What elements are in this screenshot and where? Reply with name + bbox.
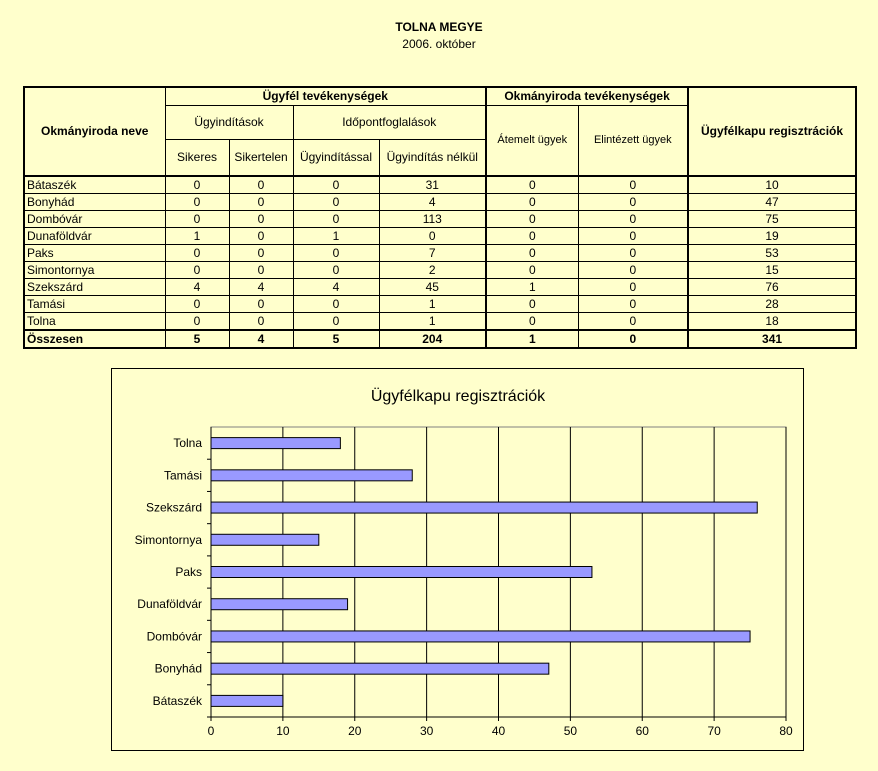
sikertelen-cell: 4 — [229, 279, 293, 296]
x-tick-label: 20 — [348, 724, 362, 738]
ugyinditas-nelkul-cell: 45 — [379, 279, 486, 296]
table-row — [24, 228, 856, 245]
header-successful: Sikeres — [165, 140, 229, 177]
office-name-cell: Tamási — [24, 296, 165, 313]
bar — [211, 567, 592, 578]
bar — [211, 502, 757, 513]
y-tick-label: Paks — [175, 565, 202, 579]
header-client-activities: Ügyfél tevékenységek — [165, 87, 486, 106]
elintezett-cell: 0 — [578, 330, 688, 348]
elintezett-cell: 0 — [578, 245, 688, 262]
table-row — [24, 313, 856, 331]
elintezett-cell: 0 — [578, 262, 688, 279]
sikeres-cell: 0 — [165, 296, 229, 313]
x-tick-label: 10 — [276, 724, 290, 738]
sikertelen-cell: 0 — [229, 313, 293, 331]
elintezett-cell: 0 — [578, 194, 688, 211]
atemelt-cell: 0 — [486, 313, 578, 331]
sikertelen-cell: 0 — [229, 245, 293, 262]
office-name-cell: Tolna — [24, 313, 165, 331]
office-name-cell: Bonyhád — [24, 194, 165, 211]
ugyinditassal-cell: 0 — [293, 176, 379, 194]
y-tick-label: Bonyhád — [154, 661, 202, 676]
header-without-case: Ügyindítás nélkül — [379, 140, 486, 177]
header-registrations: Ügyfélkapu regisztrációk — [688, 87, 856, 176]
ugyinditassal-cell: 0 — [293, 262, 379, 279]
office-name-cell: Bátaszék — [24, 176, 165, 194]
elintezett-cell: 0 — [578, 211, 688, 228]
atemelt-cell: 0 — [486, 262, 578, 279]
chart-title: Ügyfélkapu regisztrációk — [370, 388, 546, 405]
regisztraciok-cell: 15 — [688, 262, 856, 279]
sikertelen-cell: 4 — [229, 330, 293, 348]
regisztraciok-cell: 76 — [688, 279, 856, 296]
x-tick-label: 50 — [563, 724, 578, 738]
chart-area — [111, 368, 804, 751]
y-tick-label: Dunaföldvár — [137, 597, 202, 612]
header-unsuccessful: Sikertelen — [229, 140, 293, 177]
sikeres-cell: 0 — [165, 176, 229, 194]
header-case-initiations: Ügyindítások — [165, 106, 293, 140]
sikertelen-cell: 0 — [229, 262, 293, 279]
regisztraciok-cell: 10 — [688, 176, 856, 194]
regisztraciok-cell: 341 — [688, 330, 856, 348]
bar — [211, 534, 319, 545]
ugyinditas-nelkul-cell: 31 — [379, 176, 486, 194]
office-name-cell: Simontornya — [24, 262, 165, 279]
atemelt-cell: 0 — [486, 245, 578, 262]
table-row — [24, 211, 856, 228]
bar — [211, 470, 412, 481]
header-office-activities: Okmányiroda tevékenységek — [486, 87, 688, 106]
regisztraciok-cell: 47 — [688, 194, 856, 211]
sikeres-cell: 0 — [165, 211, 229, 228]
atemelt-cell: 1 — [486, 279, 578, 296]
atemelt-cell: 0 — [486, 296, 578, 313]
y-tick-label: Tolna — [173, 436, 202, 451]
table-total-row — [24, 330, 856, 348]
x-tick-label: 0 — [207, 724, 215, 738]
page-title: TOLNA MEGYE — [395, 20, 483, 34]
table-row — [24, 194, 856, 211]
table-row — [24, 262, 856, 279]
sikeres-cell: 0 — [165, 194, 229, 211]
header-office-name: Okmányiroda neve — [24, 87, 165, 176]
atemelt-cell: 0 — [486, 228, 578, 245]
header-with-case: Ügyindítással — [293, 140, 379, 177]
sikertelen-cell: 0 — [229, 228, 293, 245]
header-transferred: Átemelt ügyek — [486, 106, 578, 177]
sikertelen-cell: 0 — [229, 211, 293, 228]
ugyinditas-nelkul-cell: 204 — [379, 330, 486, 348]
bar — [211, 695, 283, 706]
office-name-cell: Dunaföldvár — [24, 228, 165, 245]
ugyinditassal-cell: 0 — [293, 313, 379, 331]
sikeres-cell: 0 — [165, 313, 229, 331]
y-tick-label: Simontornya — [134, 532, 202, 547]
x-tick-label: 40 — [491, 724, 506, 738]
x-tick-label: 30 — [419, 724, 434, 738]
elintezett-cell: 0 — [578, 228, 688, 245]
elintezett-cell: 0 — [578, 313, 688, 331]
header-completed: Elintézett ügyek — [578, 106, 688, 177]
sikertelen-cell: 0 — [229, 296, 293, 313]
table-row — [24, 176, 856, 194]
ugyinditassal-cell: 0 — [293, 211, 379, 228]
atemelt-cell: 0 — [486, 176, 578, 194]
header-appointments: Időpontfoglalások — [293, 106, 486, 140]
table-row — [24, 279, 856, 296]
office-name-cell: Dombóvár — [24, 211, 165, 228]
regisztraciok-cell: 28 — [688, 296, 856, 313]
ugyinditassal-cell: 4 — [293, 279, 379, 296]
x-tick-label: 80 — [779, 724, 793, 738]
elintezett-cell: 0 — [578, 296, 688, 313]
ugyinditas-nelkul-cell: 113 — [379, 211, 486, 228]
page-subtitle: 2006. október — [402, 37, 476, 51]
atemelt-cell: 1 — [486, 330, 578, 348]
regisztraciok-cell: 53 — [688, 245, 856, 262]
y-tick-label: Szekszárd — [145, 500, 202, 515]
bar — [211, 663, 549, 674]
office-name-cell: Paks — [24, 245, 165, 262]
y-tick-label: Bátaszék — [152, 693, 202, 708]
statistics-table — [23, 86, 857, 349]
bar — [211, 599, 348, 610]
y-tick-label: Tamási — [163, 468, 202, 483]
elintezett-cell: 0 — [578, 279, 688, 296]
ugyinditassal-cell: 5 — [293, 330, 379, 348]
bar — [211, 438, 340, 449]
sikeres-cell: 5 — [165, 330, 229, 348]
bar-chart — [112, 369, 803, 750]
ugyinditas-nelkul-cell: 1 — [379, 296, 486, 313]
table-row — [24, 245, 856, 262]
ugyinditas-nelkul-cell: 2 — [379, 262, 486, 279]
ugyinditassal-cell: 0 — [293, 194, 379, 211]
ugyinditas-nelkul-cell: 4 — [379, 194, 486, 211]
ugyinditas-nelkul-cell: 7 — [379, 245, 486, 262]
sikeres-cell: 0 — [165, 262, 229, 279]
regisztraciok-cell: 75 — [688, 211, 856, 228]
sikertelen-cell: 0 — [229, 176, 293, 194]
office-name-cell: Szekszárd — [24, 279, 165, 296]
ugyinditas-nelkul-cell: 0 — [379, 228, 486, 245]
bar — [211, 631, 750, 642]
atemelt-cell: 0 — [486, 194, 578, 211]
ugyinditassal-cell: 1 — [293, 228, 379, 245]
ugyinditas-nelkul-cell: 1 — [379, 313, 486, 331]
sikertelen-cell: 0 — [229, 194, 293, 211]
regisztraciok-cell: 18 — [688, 313, 856, 331]
regisztraciok-cell: 19 — [688, 228, 856, 245]
ugyinditassal-cell: 0 — [293, 245, 379, 262]
sikeres-cell: 4 — [165, 279, 229, 296]
ugyinditassal-cell: 0 — [293, 296, 379, 313]
atemelt-cell: 0 — [486, 211, 578, 228]
sikeres-cell: 0 — [165, 245, 229, 262]
y-tick-label: Dombóvár — [146, 629, 202, 644]
sikeres-cell: 1 — [165, 228, 229, 245]
elintezett-cell: 0 — [578, 176, 688, 194]
x-tick-label: 70 — [707, 724, 721, 738]
x-tick-label: 60 — [635, 724, 649, 738]
office-name-cell: Összesen — [24, 330, 165, 348]
table-row — [24, 296, 856, 313]
